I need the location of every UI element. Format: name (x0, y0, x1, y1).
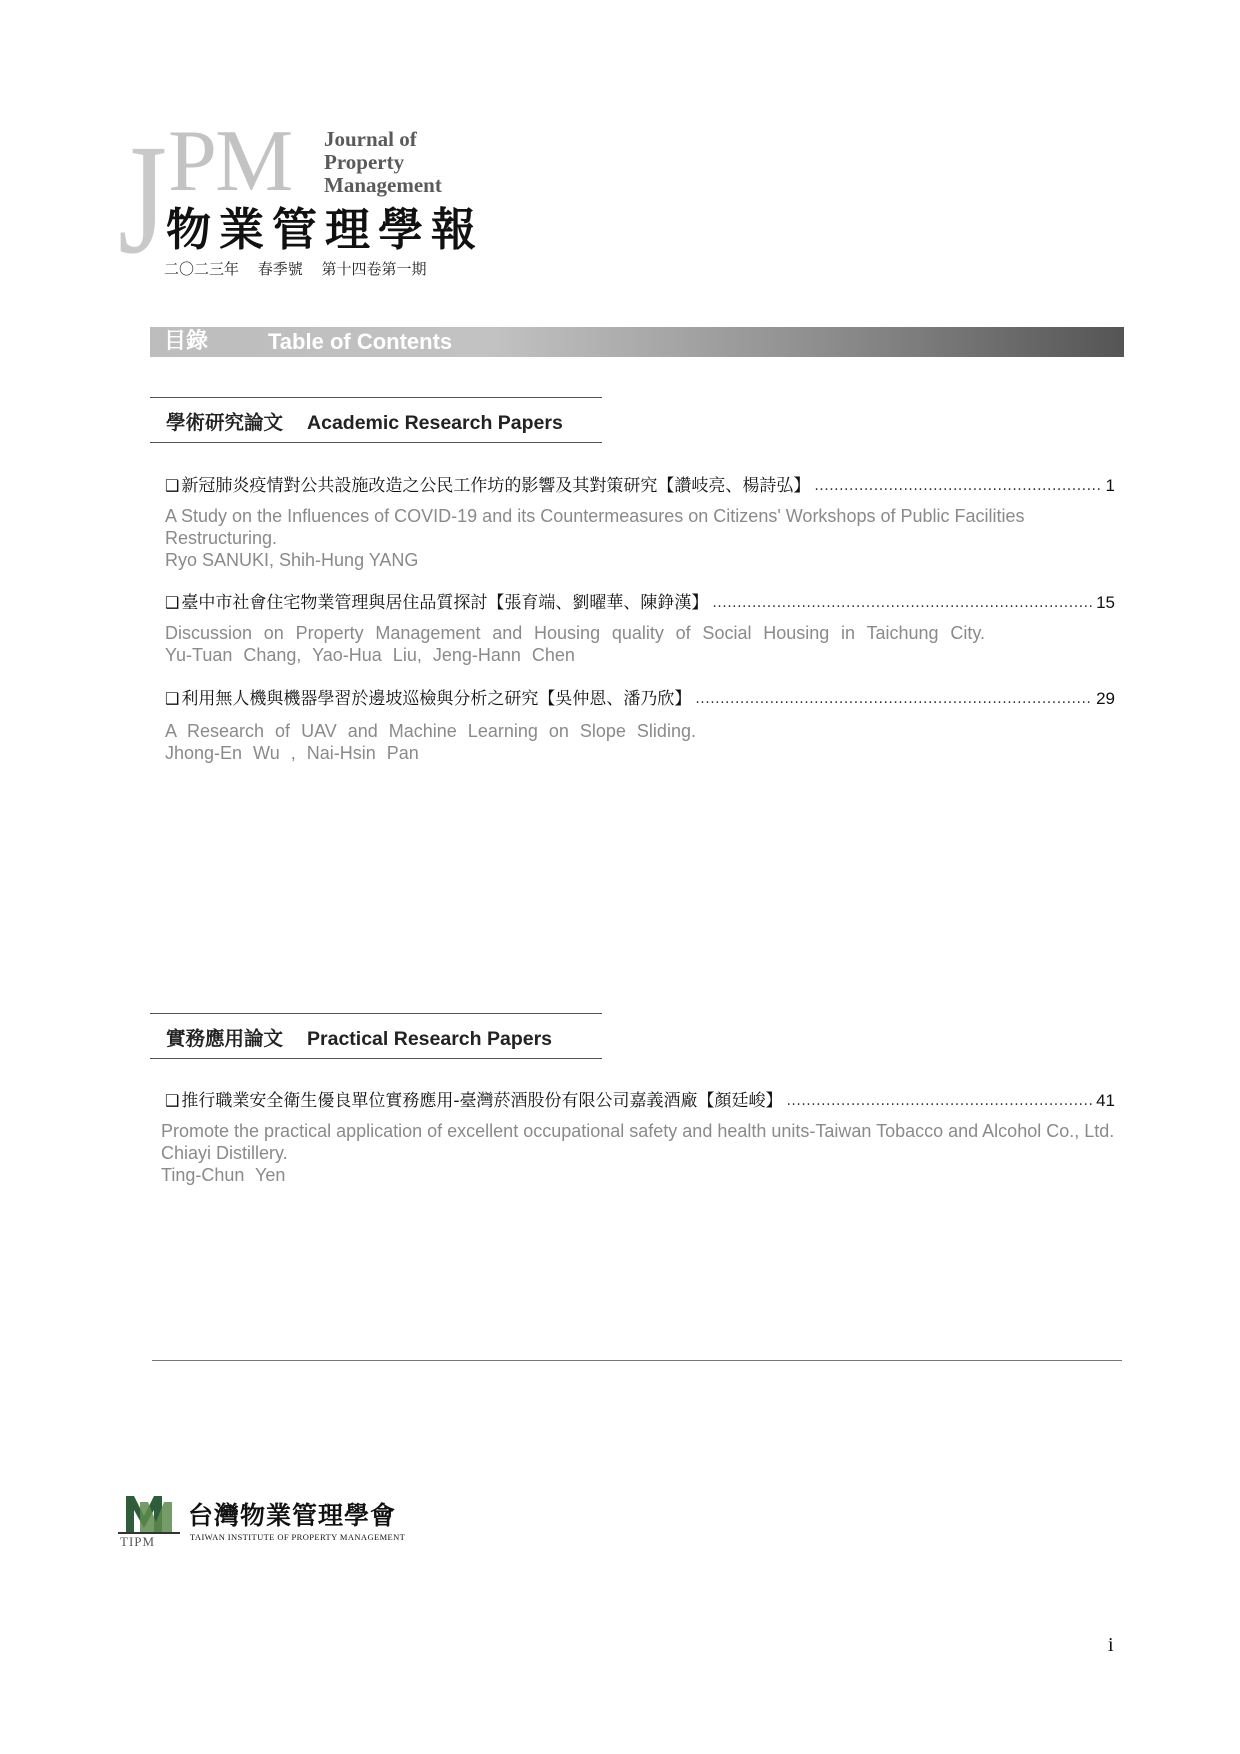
section-title-cn: 學術研究論文 (166, 411, 284, 434)
society-name-cn: 台灣物業管理學會 (188, 1501, 397, 1530)
section-header-practical (150, 1013, 602, 1059)
leader-dots (814, 472, 1101, 499)
journal-name-line: Property (324, 150, 405, 174)
society-logo (118, 1492, 438, 1552)
journal-name-line: Journal of (324, 127, 417, 151)
section-header-academic (150, 397, 602, 443)
toc-entry[interactable] (161, 1088, 1115, 1186)
tipm-mark-text: TIPM (120, 1534, 156, 1549)
section-title-en: Practical Research Papers (307, 1028, 553, 1050)
checkbox-icon: ❑ (165, 1091, 180, 1110)
section-title-en: Academic Research Papers (307, 412, 563, 434)
journal-chinese-title: 物業管理學報 (166, 203, 485, 256)
entry-title-cn: 新冠肺炎疫情對公共設施改造之公民工作坊的影響及其對策研究【讚岐亮、楊詩弘】 (181, 476, 811, 496)
journal-logo-j: J (118, 113, 168, 287)
checkbox-icon: ❑ (165, 476, 180, 495)
entry-english-title: Discussion on Property Management and Housing quality of Social Housing in Taichung City. (165, 623, 985, 643)
entry-title-cn: 利用無人機與機器學習於邊坡巡檢與分析之研究【吳仲恩、潘乃欣】 (181, 689, 692, 709)
leader-dots (712, 589, 1092, 616)
toc-heading-en: Table of Contents (268, 329, 453, 354)
entry-authors: Jhong-En Wu , Nai-Hsin Pan (165, 743, 419, 763)
entry-title-cn: 推行職業安全衛生優良單位實務應用-臺灣菸酒股份有限公司嘉義酒廠【顏廷峻】 (181, 1091, 783, 1111)
page-number: i (1108, 1634, 1114, 1656)
issue-line: 二〇二三年 春季號 第十四卷第一期 (164, 260, 427, 278)
entry-authors: Ryo SANUKI, Shih-Hung YANG (165, 550, 419, 570)
entry-title-cn: 臺中市社會住宅物業管理與居住品質探討【張育端、劉曜華、陳錚漢】 (181, 593, 709, 613)
toc-banner (150, 327, 1124, 357)
tipm-mark-icon (118, 1492, 184, 1550)
toc-entry[interactable] (165, 473, 1115, 571)
entry-page-number: 15 (1096, 593, 1115, 612)
entry-english-title: Promote the practical application of excellent occupational safety and health units-Taiwan Tobacco and Alcohol Co., Ltd. Chiayi Distillery. (161, 1121, 1115, 1163)
entry-page-number: 1 (1105, 476, 1115, 495)
journal-name-line: Management (324, 173, 442, 197)
toc-heading-cn: 目錄 (164, 329, 209, 354)
entry-authors: Yu-Tuan Chang, Yao-Hua Liu, Jeng-Hann Chen (165, 645, 575, 665)
leader-dots (786, 1087, 1092, 1114)
entry-authors: Ting-Chun Yen (161, 1165, 286, 1185)
entry-english-title: A Research of UAV and Machine Learning on Slope Sliding. (165, 721, 696, 741)
entry-english-title: A Study on the Influences of COVID-19 and its Countermeasures on Citizens' Workshops of Public Facilities Restructuring. (165, 506, 1025, 548)
toc-entry[interactable] (165, 590, 1115, 666)
bottom-divider (152, 1360, 1122, 1361)
leader-dots (695, 685, 1092, 712)
entry-page-number: 41 (1096, 1091, 1115, 1110)
journal-logo-pm: PM (168, 113, 292, 210)
section-title-cn: 實務應用論文 (166, 1027, 284, 1050)
checkbox-icon: ❑ (165, 689, 180, 708)
society-name-en: TAIWAN INSTITUTE OF PROPERTY MANAGEMENT (190, 1532, 406, 1542)
toc-entry[interactable] (165, 686, 1115, 764)
journal-english-name (324, 128, 442, 197)
journal-masthead (118, 113, 485, 287)
checkbox-icon: ❑ (165, 593, 180, 612)
entry-page-number: 29 (1096, 689, 1115, 708)
